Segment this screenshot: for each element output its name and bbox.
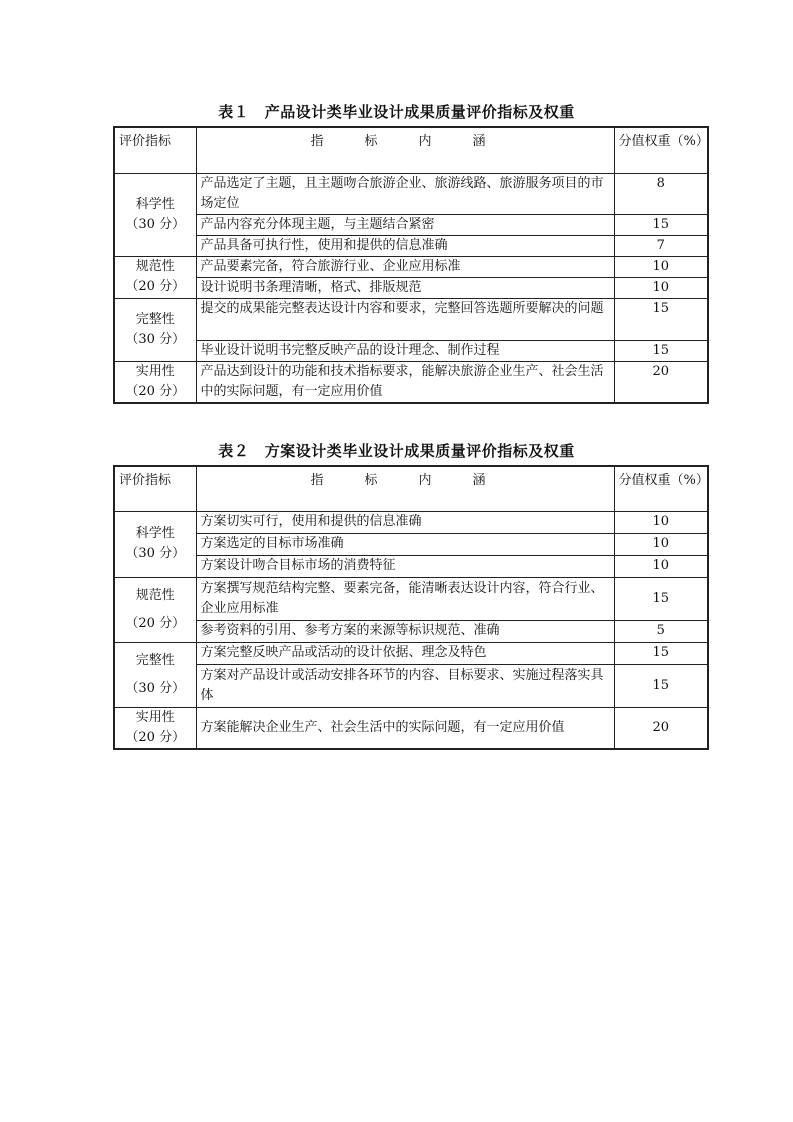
- table-row: [114, 664, 708, 707]
- weight-cell: 20: [614, 707, 708, 749]
- table1-title: 表１ 产品设计类毕业设计成果质量评价指标及权重: [218, 103, 575, 121]
- table-row: [114, 620, 708, 642]
- table2-title: 表２ 方案设计类毕业设计成果质量评价指标及权重: [218, 442, 575, 460]
- content-cell: 提交的成果能完整表达设计内容和要求，完整回答选题所要解决的问题: [196, 298, 614, 340]
- table-row: [114, 511, 708, 533]
- category-name: 规范性: [135, 259, 175, 274]
- weight-cell: 20: [614, 361, 708, 403]
- weight-cell: 8: [614, 173, 708, 214]
- category-score: （30 分）: [125, 546, 186, 561]
- weight-cell: 10: [614, 256, 708, 277]
- category-name: 科学性: [135, 196, 175, 212]
- category-score: （20 分）: [125, 729, 186, 745]
- content-cell: 方案设计吻合目标市场的消费特征: [196, 555, 614, 577]
- table-row: [114, 214, 708, 235]
- weight-cell: 15: [614, 298, 708, 340]
- category-name: 实用性: [135, 363, 175, 379]
- table2-header-row: [114, 466, 708, 511]
- weight-cell: 10: [614, 511, 708, 533]
- category-cell: [114, 298, 196, 361]
- table-row: [114, 277, 708, 298]
- content-cell: 产品选定了主题，且主题吻合旅游企业、旅游线路、旅游服务项目的市场定位: [196, 173, 614, 214]
- weight-cell: 15: [614, 214, 708, 235]
- category-score: （30 分）: [125, 216, 186, 232]
- content-cell: 毕业设计说明书完整反映产品的设计理念、制作过程: [196, 340, 614, 361]
- header-weight: 分值权重（%）: [614, 127, 708, 173]
- weight-cell: 15: [614, 642, 708, 664]
- category-score: （20 分）: [125, 383, 186, 399]
- header-weight: 分值权重（%）: [614, 466, 708, 511]
- category-cell: [114, 511, 196, 577]
- header-category: 评价指标: [114, 127, 196, 173]
- table-row: [114, 577, 708, 620]
- weight-cell: 15: [614, 664, 708, 707]
- header-content: 指 标 内 涵: [196, 466, 614, 511]
- table-row: [114, 707, 708, 749]
- content-cell: 参考资料的引用、参考方案的来源等标识规范、准确: [196, 620, 614, 642]
- header-category: 评价指标: [114, 466, 196, 511]
- category-name: 规范性: [135, 587, 175, 603]
- table2: [113, 465, 709, 750]
- content-cell: 方案切实可行，使用和提供的信息准确: [196, 511, 614, 533]
- weight-cell: 5: [614, 620, 708, 642]
- table-row: [114, 340, 708, 361]
- table-row: [114, 555, 708, 577]
- content-cell: 设计说明书条理清晰，格式、排版规范: [196, 277, 614, 298]
- category-score: （30 分）: [125, 331, 186, 347]
- content-cell: 方案完整反映产品或活动的设计依据、理念及特色: [196, 642, 614, 664]
- category-cell: [114, 707, 196, 749]
- table-row: [114, 235, 708, 256]
- content-cell: 产品达到设计的功能和技术指标要求，能解决旅游企业生产、社会生活中的实际问题，有一定应用价值: [196, 361, 614, 403]
- content-cell: 方案能解决企业生产、社会生活中的实际问题，有一定应用价值: [196, 707, 614, 749]
- category-cell: [114, 577, 196, 642]
- content-cell: 产品内容充分体现主题，与主题结合紧密: [196, 214, 614, 235]
- category-name: 实用性: [135, 709, 175, 725]
- category-name: 完整性: [135, 652, 175, 668]
- weight-cell: 7: [614, 235, 708, 256]
- content-cell: 产品要素完备，符合旅游行业、企业应用标准: [196, 256, 614, 277]
- table-row: [114, 298, 708, 340]
- category-score: （20 分）: [125, 279, 186, 294]
- category-score: （30 分）: [125, 680, 186, 696]
- category-cell: [114, 361, 196, 403]
- category-cell: [114, 256, 196, 298]
- content-cell: 方案选定的目标市场准确: [196, 533, 614, 555]
- table-row: [114, 173, 708, 214]
- category-name: 科学性: [135, 526, 175, 541]
- content-cell: 方案撰写规范结构完整、要素完备，能清晰表达设计内容，符合行业、企业应用标准: [196, 577, 614, 620]
- content-cell: 产品具备可执行性，使用和提供的信息准确: [196, 235, 614, 256]
- category-name: 完整性: [135, 311, 175, 327]
- table1-header-row: [114, 127, 708, 173]
- table-row: [114, 642, 708, 664]
- weight-cell: 15: [614, 577, 708, 620]
- table1: [113, 126, 709, 404]
- table-row: [114, 533, 708, 555]
- weight-cell: 15: [614, 340, 708, 361]
- category-score: （20 分）: [125, 615, 186, 631]
- weight-cell: 10: [614, 277, 708, 298]
- category-cell: [114, 173, 196, 256]
- content-cell: 方案对产品设计或活动安排各环节的内容、目标要求、实施过程落实具体: [196, 664, 614, 707]
- header-content: 指 标 内 涵: [196, 127, 614, 173]
- table-row: [114, 361, 708, 403]
- category-cell: [114, 642, 196, 707]
- table-row: [114, 256, 708, 277]
- weight-cell: 10: [614, 555, 708, 577]
- weight-cell: 10: [614, 533, 708, 555]
